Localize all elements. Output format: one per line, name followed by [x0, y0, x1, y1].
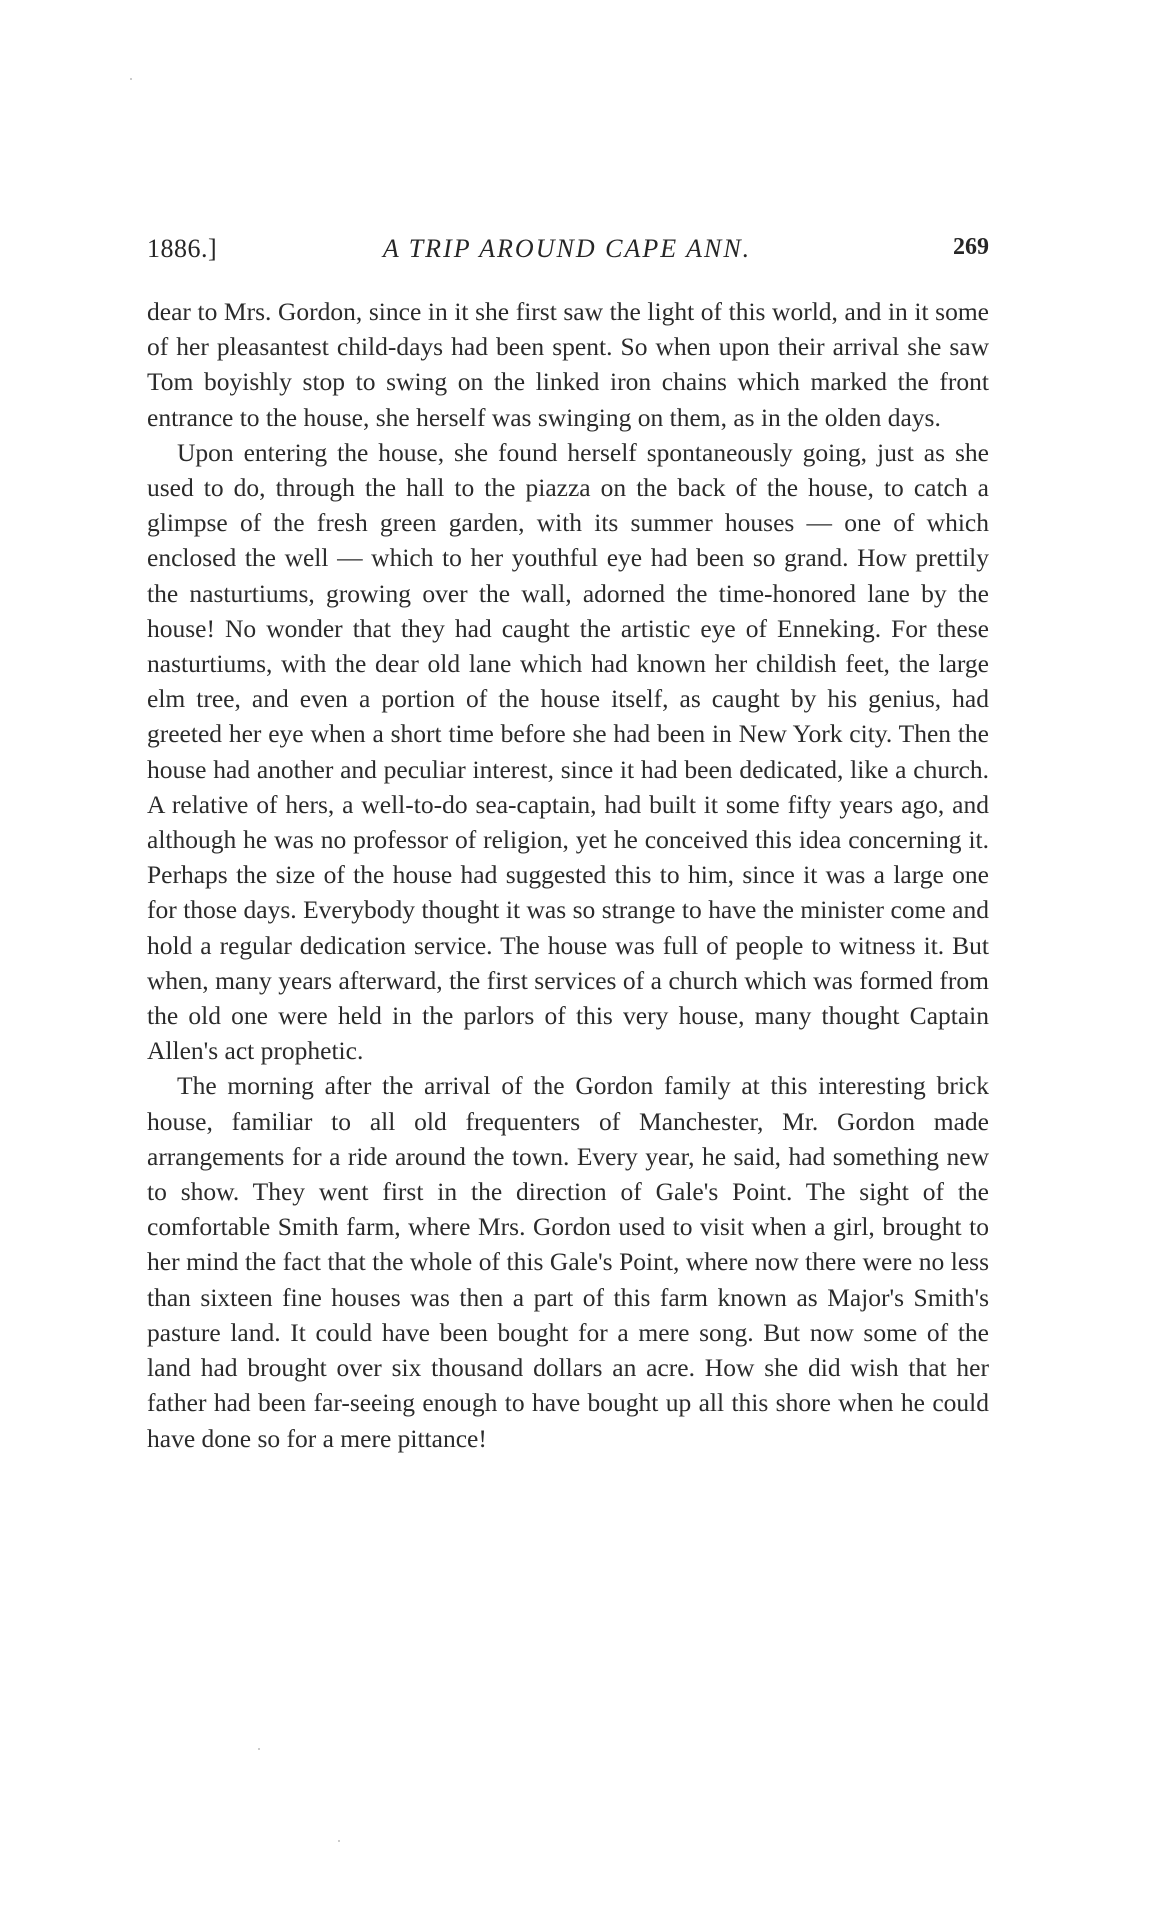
- paragraph-1: dear to Mrs. Gordon, since in it she first saw the light of this world, and in it some of her pleasantest child-days had been spent. So when upon their arrival she saw Tom boyishly stop to swing on the linked iron chains which marked the front entrance to the house, she herself was swinging on them, as in the olden days.: [147, 297, 989, 432]
- paragraph-2: Upon entering the house, she found herself spontaneously going, just as she used to do, through the hall to the piazza on the back of the house, to catch a glimpse of the fresh green garden, with its summer houses — one of which enclosed the well — which to her youthful eye had been so grand. How prettily the nasturtiums, growing over the wall, adorned the time-honored lane by the house! No wonder that they had caught the artistic eye of Enneking. For these nasturtiums, with the dear old lane which had known her childish feet, the large elm tree, and even a portion of the house itself, as caught by his genius, had greeted her eye when a short time before she had been in New York city. Then the house had another and peculiar interest, since it had been dedicated, like a church. A relative of hers, a well-to-do sea-captain, had built it some fifty years ago, and although he was no professor of religion, yet he conceived this idea concerning it. Perhaps the size of the house had suggested this to him, since it was a large one for those days. Everybody thought it was so strange to have the minister come and hold a regular dedication service. The house was full of people to witness it. But when, many years afterward, the first services of a church which was formed from the old one were held in the parlors of this very house, many thought Captain Allen's act prophetic.: [147, 437, 989, 1066]
- page-number: 269: [953, 234, 989, 260]
- header-title: A TRIP AROUND CAPE ANN.: [382, 234, 752, 263]
- paper-speck: [338, 1840, 340, 1842]
- body-text: [147, 294, 989, 1456]
- paper-speck: [130, 78, 132, 80]
- paragraph-3: The morning after the arrival of the Gordon family at this interesting brick house, familiar to all old frequenters of Manchester, Mr. Gordon made arrangements for a ride around the town. Every year, he said, had something new to show. They went first in the direction of Gale's Point. The sight of the comfortable Smith farm, where Mrs. Gordon used to visit when a girl, brought to her mind the fact that the whole of this Gale's Point, where now there were no less than sixteen fine houses was then a part of this farm known as Major's Smith's pasture land. It could have been bought for a mere song. But now some of the land had brought over six thousand dollars an acre. How she did wish that her father had been far-seeing enough to have bought up all this shore when he could have done so for a mere pittance!: [147, 1071, 989, 1453]
- paper-speck: [258, 1748, 260, 1750]
- header-year: 1886.]: [147, 234, 218, 263]
- running-header: [147, 234, 989, 268]
